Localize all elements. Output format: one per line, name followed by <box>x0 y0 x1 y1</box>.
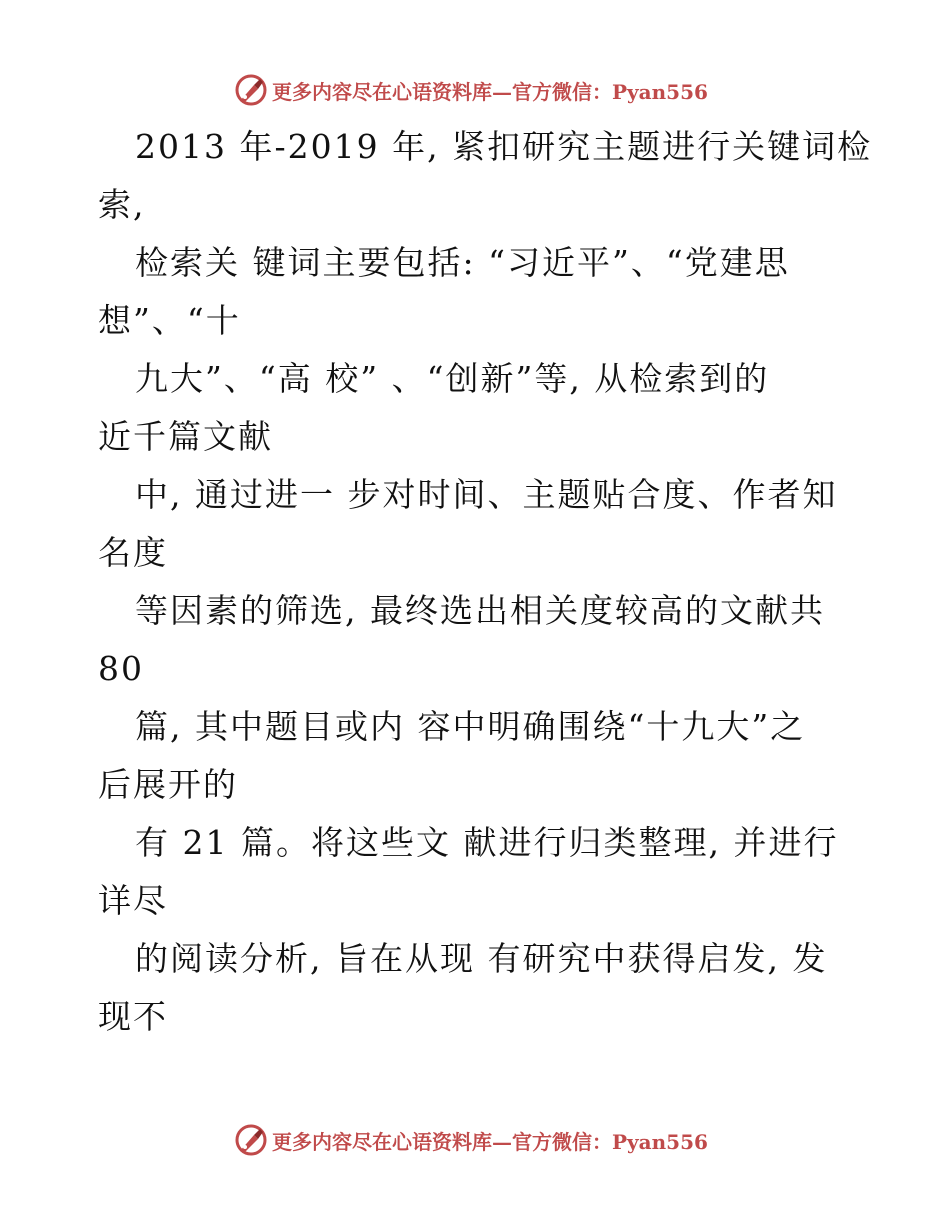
watermark-text: 更多内容尽在心语资料库—官方微信：Pyan556 <box>272 79 708 104</box>
pen-logo-icon <box>234 1123 268 1157</box>
text-line: 后展开的 <box>98 765 238 804</box>
text-line: 有 21 篇。将这些文 献进行归类整理, 并进行 <box>135 823 839 862</box>
document-body <box>98 118 873 1046</box>
text-line: 索, <box>98 185 146 224</box>
footer-watermark <box>234 1122 708 1158</box>
text-line: 想”、“十 <box>98 301 241 340</box>
text-line: 篇, 其中题目或内 容中明确围绕“十九大”之 <box>135 707 806 746</box>
header-watermark <box>234 72 708 108</box>
text-line: 九大”、“高 校” 、“创新”等, 从检索到的 <box>135 359 770 398</box>
text-line: 现不 <box>98 997 168 1036</box>
text-line: 的阅读分析, 旨在从现 有研究中获得启发, 发 <box>135 939 828 978</box>
text-line: 80 <box>98 649 144 688</box>
text-line: 检索关 键词主要包括: “习近平”、“党建思 <box>135 243 790 282</box>
text-line: 等因素的筛选, 最终选出相关度较高的文献共 <box>135 591 825 630</box>
watermark-text: 更多内容尽在心语资料库—官方微信：Pyan556 <box>272 1129 708 1154</box>
text-line: 详尽 <box>98 881 168 920</box>
text-line: 中, 通过进一 步对时间、主题贴合度、作者知 <box>135 475 838 514</box>
text-line: 近千篇文献 <box>98 417 273 456</box>
pen-logo-icon <box>234 73 268 107</box>
text-line: 2013 年-2019 年, 紧扣研究主题进行关键词检 <box>135 127 873 166</box>
text-line: 名度 <box>98 533 168 572</box>
